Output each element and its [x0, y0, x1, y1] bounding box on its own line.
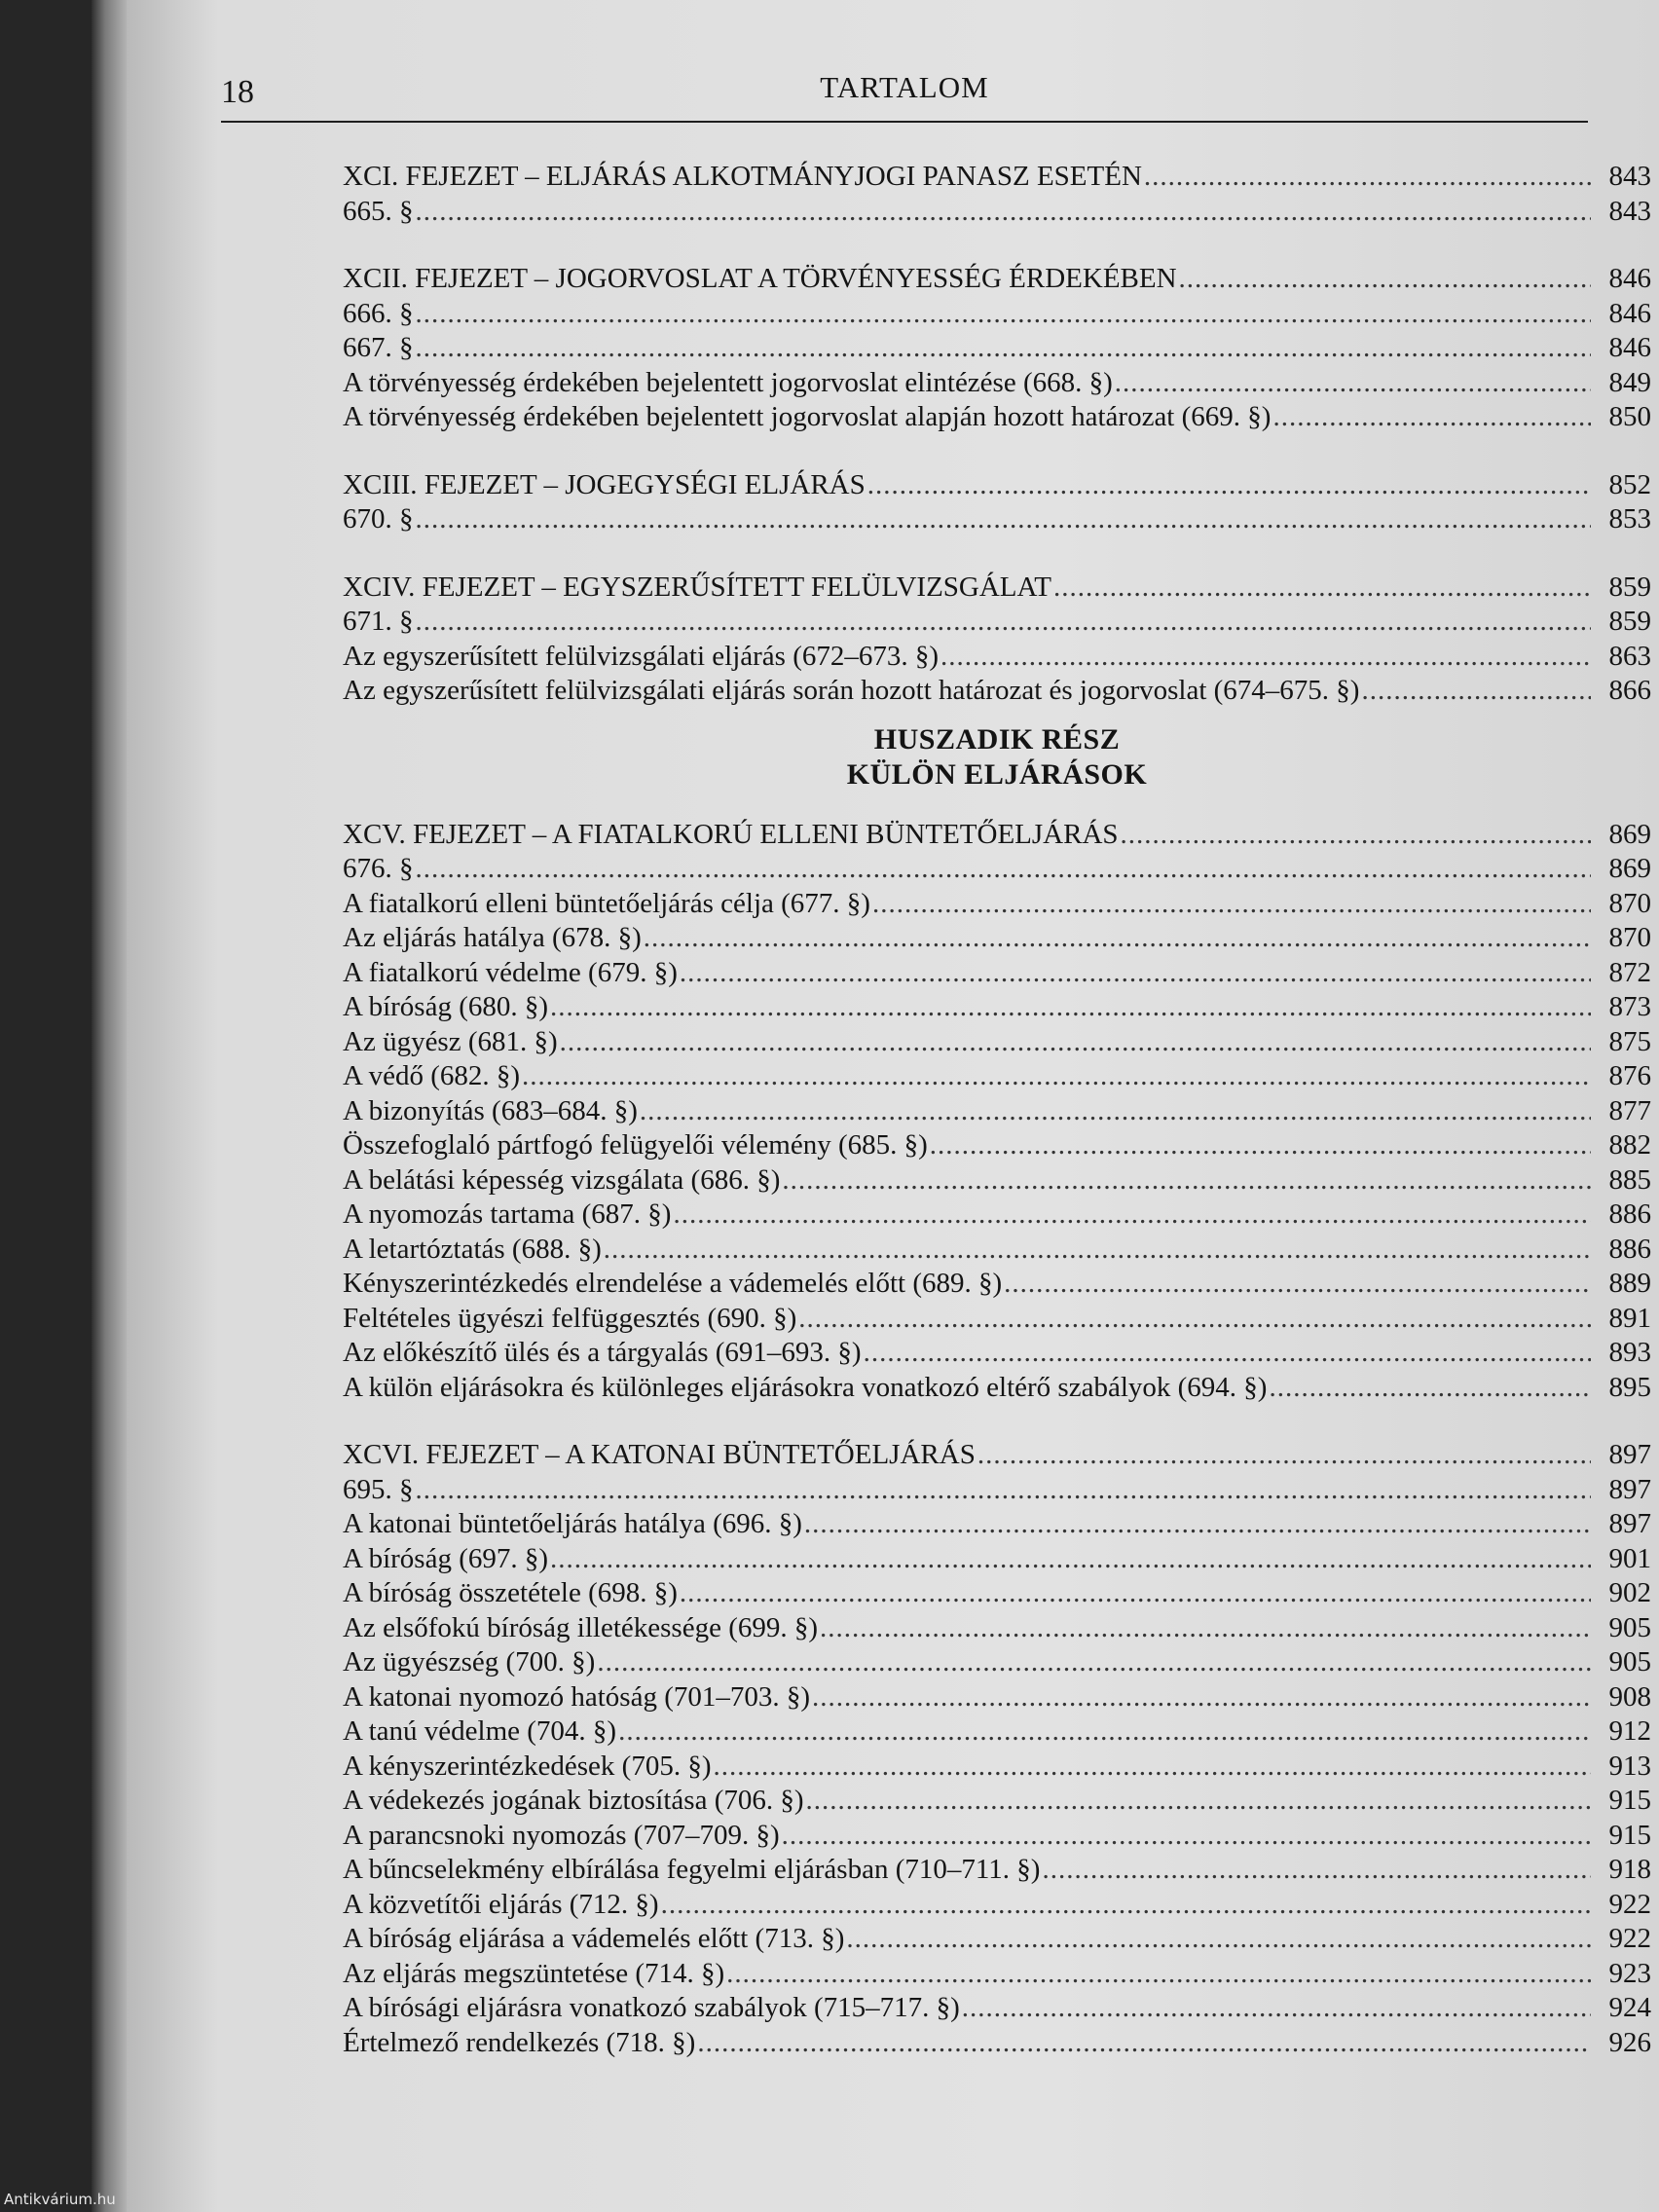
- dot-leader: [864, 1336, 1591, 1371]
- toc-entry-title: Az elsőfokú bíróság illetékessége (699. §): [343, 1611, 819, 1643]
- toc-entry-title: XCVI. FEJEZET – A KATONAI BÜNTETŐELJÁRÁS: [343, 1439, 976, 1470]
- toc-entry-title: A védekezés jogának biztosítása (706. §): [343, 1785, 804, 1816]
- toc-entry-page: 866: [1608, 675, 1651, 706]
- toc-entry-title: 667. §: [343, 332, 414, 363]
- toc-entry: [343, 640, 1651, 675]
- toc-entry: [343, 331, 1651, 366]
- toc-entry: [343, 2026, 1651, 2061]
- toc-entry: [343, 1542, 1651, 1577]
- page-number: 18: [221, 74, 254, 110]
- toc-entry-title: Kényszerintézkedés elrendelése a vádemelés előtt (689. §): [343, 1268, 1003, 1299]
- toc-entry: [343, 605, 1651, 640]
- part-heading: [343, 722, 1651, 793]
- toc-entry-title: Az egyszerűsített felülvizsgálati eljárás során hozott határozat és jogorvoslat (674–675. §): [343, 675, 1360, 706]
- toc-entry-title: XCI. FEJEZET – ELJÁRÁS ALKOTMÁNYJOGI PANASZ ESETÉN: [343, 161, 1142, 192]
- dot-leader: [1179, 262, 1591, 297]
- toc-entry: [343, 1163, 1651, 1198]
- toc-entry: [343, 1645, 1651, 1680]
- toc-entry-page: 846: [1608, 297, 1651, 329]
- toc-entry-page: 923: [1608, 1957, 1651, 1989]
- toc-entry-page: 849: [1608, 366, 1651, 398]
- toc-entry-page: 886: [1608, 1233, 1651, 1265]
- toc-entry-title: A parancsnoki nyomozás (707–709. §): [343, 1819, 780, 1851]
- toc-entry: [343, 1819, 1651, 1854]
- toc-entry: [343, 502, 1651, 537]
- toc-entry: [343, 468, 1651, 503]
- toc-chapter-xcv: [343, 818, 1651, 1406]
- toc-entry-page: 922: [1608, 1923, 1651, 1954]
- toc-entry-page: 895: [1608, 1371, 1651, 1403]
- toc-entry-page: 859: [1608, 606, 1651, 637]
- dot-leader: [416, 605, 1592, 640]
- dot-leader: [846, 1922, 1591, 1957]
- running-title: TARTALOM: [820, 70, 989, 104]
- toc-entry: [343, 1611, 1651, 1646]
- dot-leader: [782, 1163, 1591, 1198]
- toc-entry: [343, 1784, 1651, 1819]
- dot-leader: [550, 1542, 1591, 1577]
- toc-entry-title: Értelmező rendelkezés (718. §): [343, 2026, 696, 2058]
- toc-entry-page: 886: [1608, 1198, 1651, 1230]
- toc-entry-title: Az ügyész (681. §): [343, 1025, 558, 1057]
- table-of-contents: [343, 160, 1651, 2093]
- toc-entry: [343, 1922, 1651, 1957]
- toc-entry-page: 863: [1608, 640, 1651, 672]
- dot-leader: [713, 1750, 1591, 1785]
- dot-leader: [644, 921, 1591, 956]
- watermark: Antikvárium.hu: [4, 2191, 116, 2208]
- dot-leader: [820, 1611, 1591, 1646]
- toc-entry-page: 870: [1608, 922, 1651, 953]
- dot-leader: [812, 1680, 1591, 1715]
- toc-entry-title: 666. §: [343, 297, 414, 329]
- toc-entry-page: 846: [1608, 332, 1651, 363]
- dot-leader: [673, 1198, 1591, 1233]
- toc-entry-title: A bírósági eljárásra vonatkozó szabályok (715–717. §): [343, 1992, 960, 2023]
- toc-entry-page: 850: [1608, 401, 1651, 432]
- toc-entry: [343, 1438, 1651, 1473]
- dot-leader: [872, 887, 1591, 922]
- dot-leader: [1144, 160, 1591, 195]
- toc-entry: [343, 195, 1651, 230]
- toc-entry: [343, 366, 1651, 401]
- dot-leader: [1272, 400, 1591, 435]
- toc-chapter-xciv: [343, 571, 1651, 709]
- toc-entry-page: 882: [1608, 1129, 1651, 1161]
- dot-leader: [804, 1507, 1591, 1542]
- toc-entry-title: A külön eljárásokra és különleges eljárásokra vonatkozó eltérő szabályok (694. §): [343, 1371, 1268, 1403]
- toc-entry-page: 877: [1608, 1094, 1651, 1126]
- toc-entry: [343, 1888, 1651, 1923]
- toc-entry: [343, 1302, 1651, 1337]
- toc-entry-page: 875: [1608, 1025, 1651, 1057]
- toc-entry: [343, 1714, 1651, 1750]
- toc-entry-title: A katonai nyomozó hatóság (701–703. §): [343, 1680, 811, 1713]
- toc-entry: [343, 1198, 1651, 1233]
- toc-entry-title: Az egyszerűsített felülvizsgálati eljárás (672–673. §): [343, 640, 940, 672]
- dot-leader: [680, 1576, 1591, 1611]
- toc-entry-title: Az eljárás hatálya (678. §): [343, 922, 642, 953]
- toc-entry-page: 872: [1608, 956, 1651, 988]
- toc-entry: [343, 674, 1651, 709]
- toc-entry-page: 926: [1608, 2026, 1651, 2058]
- toc-entry: [343, 1059, 1651, 1094]
- toc-entry-page: 897: [1608, 1439, 1651, 1470]
- book-page-edge: [92, 0, 130, 2212]
- toc-chapter-xci: [343, 160, 1651, 229]
- dot-leader: [1053, 571, 1591, 606]
- dot-leader: [416, 331, 1592, 366]
- toc-entry: [343, 818, 1651, 853]
- dot-leader: [940, 640, 1591, 675]
- dot-leader: [604, 1233, 1591, 1268]
- page-header: [221, 70, 1588, 123]
- toc-entry-page: 852: [1608, 468, 1651, 500]
- toc-entry-page: 859: [1608, 571, 1651, 603]
- toc-entry-title: 695. §: [343, 1473, 414, 1505]
- toc-entry: [343, 921, 1651, 956]
- toc-entry-title: 670. §: [343, 503, 414, 535]
- toc-entry-page: 869: [1608, 818, 1651, 850]
- toc-entry-page: 912: [1608, 1715, 1651, 1747]
- toc-entry-page: 873: [1608, 991, 1651, 1022]
- toc-entry-title: Az ügyészség (700. §): [343, 1646, 596, 1677]
- dot-leader: [1361, 674, 1591, 709]
- toc-entry: [343, 1094, 1651, 1129]
- toc-entry-page: 913: [1608, 1750, 1651, 1782]
- toc-entry-page: 902: [1608, 1577, 1651, 1608]
- toc-entry-title: A nyomozás tartama (687. §): [343, 1198, 672, 1230]
- toc-entry-title: A bíróság (680. §): [343, 991, 549, 1022]
- toc-entry: [343, 1750, 1651, 1785]
- toc-entry: [343, 297, 1651, 332]
- toc-entry-title: A bíróság (697. §): [343, 1542, 549, 1574]
- toc-entry-page: 905: [1608, 1611, 1651, 1643]
- toc-entry-title: A belátási képesség vizsgálata (686. §): [343, 1163, 781, 1196]
- toc-entry-page: 846: [1608, 263, 1651, 294]
- toc-entry-title: A bíróság összetétele (698. §): [343, 1577, 678, 1608]
- book-page: [127, 0, 1659, 2212]
- toc-entry-title: A kényszerintézkedések (705. §): [343, 1750, 712, 1782]
- toc-entry-title: A bűncselekmény elbírálása fegyelmi eljárásban (710–711. §): [343, 1854, 1041, 1885]
- toc-entry: [343, 1233, 1651, 1268]
- dot-leader: [560, 1025, 1591, 1060]
- toc-entry-title: Összefoglaló pártfogó felügyelői vélemény (685. §): [343, 1129, 928, 1161]
- toc-entry: [343, 1473, 1651, 1508]
- toc-entry: [343, 852, 1651, 887]
- toc-entry: [343, 262, 1651, 297]
- toc-entry-title: A bizonyítás (683–684. §): [343, 1094, 638, 1126]
- toc-entry: [343, 1507, 1651, 1542]
- toc-chapter-xcii: [343, 262, 1651, 435]
- toc-entry-page: 915: [1608, 1819, 1651, 1851]
- dot-leader: [782, 1819, 1591, 1854]
- dot-leader: [930, 1128, 1591, 1163]
- toc-entry-page: 891: [1608, 1302, 1651, 1334]
- toc-entry-page: 918: [1608, 1854, 1651, 1885]
- toc-entry-page: 885: [1608, 1163, 1651, 1196]
- toc-entry: [343, 1025, 1651, 1060]
- dot-leader: [867, 468, 1591, 503]
- toc-entry-title: Feltételes ügyészi felfüggesztés (690. §): [343, 1302, 797, 1334]
- toc-entry: [343, 956, 1651, 991]
- toc-entry: [343, 887, 1651, 922]
- dot-leader: [697, 2026, 1591, 2061]
- toc-entry-title: A fiatalkorú elleni büntetőeljárás célja (677. §): [343, 887, 870, 919]
- dot-leader: [597, 1645, 1591, 1680]
- toc-entry-page: 924: [1608, 1992, 1651, 2023]
- dot-leader: [640, 1094, 1591, 1129]
- toc-entry-page: 889: [1608, 1268, 1651, 1299]
- toc-entry-page: 843: [1608, 161, 1651, 192]
- part-title: KÜLÖN ELJÁRÁSOK: [846, 757, 1148, 791]
- toc-entry-title: XCII. FEJEZET – JOGORVOSLAT A TÖRVÉNYESSÉG ÉRDEKÉBEN: [343, 263, 1177, 294]
- toc-entry-title: 676. §: [343, 853, 414, 884]
- toc-entry-page: 901: [1608, 1542, 1651, 1574]
- toc-entry-title: Az eljárás megszüntetése (714. §): [343, 1957, 725, 1989]
- toc-entry-page: 908: [1608, 1680, 1651, 1713]
- toc-entry-title: XCV. FEJEZET – A FIATALKORÚ ELLENI BÜNTETŐELJÁRÁS: [343, 818, 1119, 850]
- dot-leader: [661, 1888, 1591, 1923]
- toc-entry-title: A törvényesség érdekében bejelentett jogorvoslat elintézése (668. §): [343, 366, 1113, 398]
- dot-leader: [1004, 1267, 1591, 1302]
- dot-leader: [726, 1957, 1591, 1992]
- toc-entry-page: 893: [1608, 1337, 1651, 1368]
- dot-leader: [416, 1473, 1592, 1508]
- toc-entry-title: XCIV. FEJEZET – EGYSZERŰSÍTETT FELÜLVIZSGÁLAT: [343, 571, 1051, 603]
- toc-entry-page: 870: [1608, 887, 1651, 919]
- toc-entry: [343, 1991, 1651, 2026]
- dot-leader: [680, 956, 1591, 991]
- dot-leader: [1269, 1371, 1591, 1406]
- dot-leader: [962, 1991, 1591, 2026]
- toc-entry-title: Az előkészítő ülés és a tárgyalás (691–693. §): [343, 1337, 862, 1368]
- dot-leader: [416, 502, 1592, 537]
- toc-entry-title: A tanú védelme (704. §): [343, 1715, 617, 1747]
- toc-entry-page: 843: [1608, 195, 1651, 227]
- toc-entry-page: 922: [1608, 1888, 1651, 1920]
- dot-leader: [550, 990, 1591, 1025]
- toc-entry-page: 869: [1608, 853, 1651, 884]
- toc-entry-title: 665. §: [343, 195, 414, 227]
- toc-entry: [343, 160, 1651, 195]
- dot-leader: [416, 852, 1592, 887]
- toc-chapter-xcvi: [343, 1438, 1651, 2060]
- toc-entry-page: 905: [1608, 1646, 1651, 1677]
- dot-leader: [977, 1438, 1591, 1473]
- toc-entry-title: A törvényesség érdekében bejelentett jogorvoslat alapján hozott határozat (669. §): [343, 401, 1272, 432]
- toc-entry: [343, 1371, 1651, 1406]
- toc-entry: [343, 1576, 1651, 1611]
- part-number: HUSZADIK RÉSZ: [873, 722, 1121, 756]
- dot-leader: [806, 1784, 1591, 1819]
- toc-entry: [343, 1853, 1651, 1888]
- toc-entry-title: XCIII. FEJEZET – JOGEGYSÉGI ELJÁRÁS: [343, 468, 866, 500]
- dot-leader: [618, 1714, 1591, 1750]
- toc-entry: [343, 1336, 1651, 1371]
- toc-entry-title: A közvetítői eljárás (712. §): [343, 1888, 659, 1920]
- toc-entry-title: A védő (682. §): [343, 1060, 521, 1091]
- toc-entry-page: 915: [1608, 1785, 1651, 1816]
- dot-leader: [522, 1059, 1591, 1094]
- dot-leader: [1042, 1853, 1591, 1888]
- dot-leader: [416, 297, 1592, 332]
- toc-entry-title: A letartóztatás (688. §): [343, 1233, 602, 1265]
- toc-entry-page: 853: [1608, 503, 1651, 535]
- toc-entry-title: A bíróság eljárása a vádemelés előtt (713. §): [343, 1923, 845, 1954]
- dot-leader: [416, 195, 1592, 230]
- dot-leader: [1121, 818, 1591, 853]
- toc-entry-title: A fiatalkorú védelme (679. §): [343, 956, 678, 988]
- toc-entry-page: 897: [1608, 1473, 1651, 1505]
- toc-entry-page: 897: [1608, 1508, 1651, 1539]
- toc-entry-title: A katonai büntetőeljárás hatálya (696. §): [343, 1508, 802, 1539]
- toc-entry-title: 671. §: [343, 606, 414, 637]
- toc-chapter-xciii: [343, 468, 1651, 537]
- dot-leader: [798, 1302, 1591, 1337]
- toc-entry: [343, 1957, 1651, 1992]
- toc-entry-page: 876: [1608, 1060, 1651, 1091]
- toc-entry: [343, 400, 1651, 435]
- toc-entry: [343, 1128, 1651, 1163]
- toc-entry: [343, 571, 1651, 606]
- toc-entry: [343, 1267, 1651, 1302]
- toc-entry: [343, 1680, 1651, 1715]
- dot-leader: [1115, 366, 1591, 401]
- toc-entry: [343, 990, 1651, 1025]
